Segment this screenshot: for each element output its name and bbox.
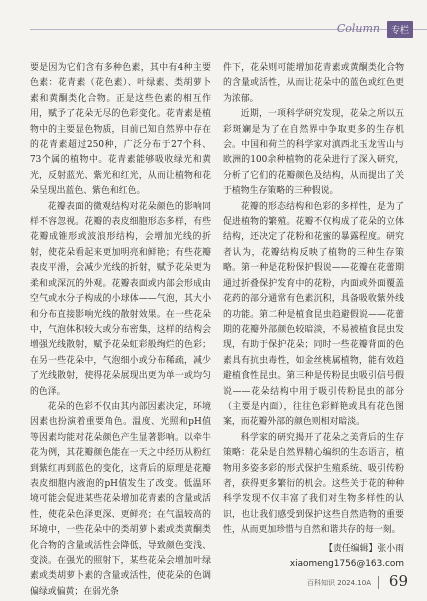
paragraph: 科学家的研究揭开了花朵之美背后的生存策略：花朵是自然界精心编织的生态语言，植物用多姿多彩的形式保护生殖系统、吸引传粉者，获得更多繁衍的机会。这些关于花的种种科学发现不仅丰富了我们对生物多样性的认识，也让我们感受到保护这些自然造物的重要性，从而更加珍惜与自然和谐共存的每一刻。 [223,432,404,536]
column-tag: 专栏 [387,21,413,38]
paragraph: 要是因为它们含有多种色素，其中有4种主要色素：花青素（花色素）、叶绿素、类胡萝卜素和黄酮类化合物。正是这些色素的相互作用，赋予了花朵无尽的色彩变化。花青素是植物中的主要显色物质，目前已知自然界中存在的花青素超过250种，广泛分布于27个科、73个属的植物中。花青素能够吸收绿光和黄光，反射蓝光、紫光和红光，从而让植物和花朵呈现出蓝色、紫色和红色。 [30,63,211,197]
editor-credit: 【责任编辑】张小雨 [324,543,404,554]
paragraph: 近期，一项科学研究发现，花朵之所以五彩斑斓是为了在自然界中争取更多的生存机会。中国和荷兰的科学家对滇西北玉龙雪山与欧洲的100余种植物的花朵进行了深入研究，分析了它们的花瓣颜色及结构，从而提出了关于植物生存策略的三种假说。 [223,109,404,197]
footer-divider [378,576,379,589]
paragraph: 花瓣表面的微观结构对花朵颜色的影响同样不容忽视。花瓣的表皮细胞形态多样，有些花瓣成锥形或波浪形结构，会增加光线的折射，使花朵看起来更加明亮和鲜艳；有些花瓣表皮平滑，会减少光线的折射，赋予花朵更为柔和或深沉的外观。花瓣表面或内部会形成由空气或水分子构成的小球体——气泡，其大小和分布直接影响光线的散射效果。在一些花朵中，气泡体积较大或分布密集，这样的结构会增强光线散射，赋予花朵虹彩般绚烂的色彩；在另一些花朵中，气泡细小或分布稀疏，减少了光线散射，使得花朵展现出更为单一或均匀的色泽。 [30,201,211,397]
column-label-en: Column [336,22,380,35]
left-column [30,61,211,597]
page-number: 69 [388,572,408,590]
paragraph: 件下，花朵则可能增加花青素或黄酮类化合物的含量或活性，从而让花朵中的蓝色或红色更为浓郁。 [223,63,404,104]
editor-email: xiaomeng1756@163.com [289,559,404,569]
right-column [223,61,404,569]
page-header [0,0,427,46]
paragraph: 花瓣的形态结构和色彩的多样性，是为了促进植物的繁殖。花瓣不仅构成了花朵的立体结构，还决定了花粉和花蜜的暴露程度。研究者认为，花瓣结构反映了植物的三种生存策略。第一种是花粉保护假说——花瓣在花蕾期通过折叠保护发育中的花粉，内面或外面覆盖花药的部分通常有色素沉积，具备吸收紫外线的功能。第二种是植食昆虫趋避假说——花蕾期的花瓣外部颜色较暗淡，不易被植食昆虫发现，有助于保护花朵；同时一些花瓣背面的色素具有抗虫毒性，如金丝桃属植物，能有效趋避植食性昆虫。第三种是传粉昆虫吸引信号假说——花朵结构中用于吸引传粉昆虫的部分（主要是内面），往往色彩鲜艳或具有花色图案，而花瓣外部的颜色则相对暗淡。 [223,201,404,428]
journal-issue: 百科知识 2024.10A [307,579,371,587]
paragraph: 花朵的色彩不仅由其内部因素决定，环境因素也扮演着重要角色。温度、光照和pH值等因素均能对花朵颜色产生显著影响。以牵牛花为例，其花瓣颜色能在一天之中经历从粉红到紫红再到蓝色的变化，这背后的原理是花瓣表皮细胞内液泡的pH值发生了改变。低温环境可能会促进某些花朵增加花青素的含量或活性，使花朵色泽更深、更鲜亮；在气温较高的环境中，一些花朵中的类胡萝卜素或类黄酮类化合物的含量或活性会降低，导致颜色变浅、变淡。在强光的照射下，某些花朵会增加叶绿素或类胡萝卜素的含量或活性，使花朵的色调偏绿或偏黄；在弱光条 [30,401,211,597]
page-footer [0,572,427,601]
